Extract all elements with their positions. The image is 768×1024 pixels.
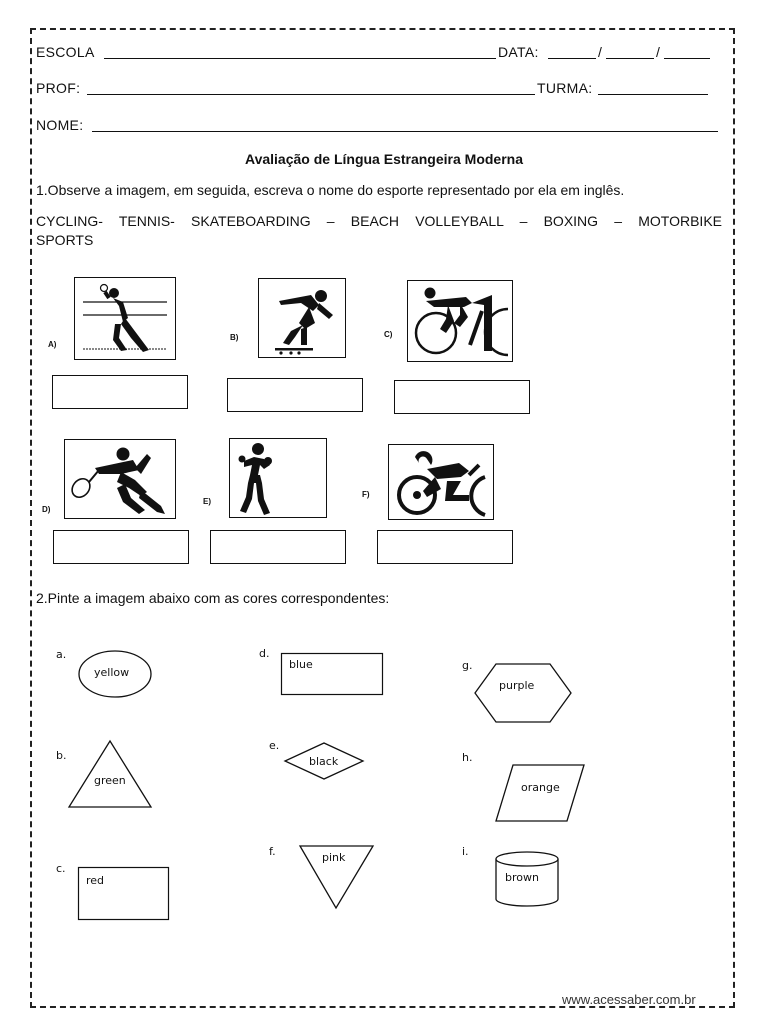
item-label-c: C) (384, 330, 393, 339)
beach-volleyball-icon (75, 278, 175, 359)
answer-box-c[interactable] (394, 380, 530, 414)
answer-box-e[interactable] (210, 530, 346, 564)
tennis-icon (65, 440, 175, 518)
cycling-picture (407, 280, 513, 362)
question-2-text: 2.Pinte a imagem abaixo com as cores correspondentes: (36, 590, 390, 606)
word-bank-line-2: SPORTS (36, 232, 94, 248)
shape-word-black: black (309, 755, 339, 768)
motorbike-icon (389, 445, 493, 519)
class-field[interactable] (598, 94, 708, 95)
shape-letter-a: a. (56, 648, 67, 661)
item-label-b: B) (230, 333, 239, 342)
shape-word-pink: pink (322, 851, 346, 864)
date-separator: / (598, 44, 603, 60)
date-month-field[interactable] (606, 58, 654, 59)
tennis-picture (64, 439, 176, 519)
motorbike-picture (388, 444, 494, 520)
shape-word-orange: orange (521, 781, 560, 794)
boxing-icon (230, 439, 326, 517)
name-field[interactable] (92, 131, 718, 132)
date-day-field[interactable] (548, 58, 596, 59)
item-label-f: F) (362, 490, 370, 499)
shape-letter-d: d. (259, 647, 270, 660)
skateboarding-picture (258, 278, 346, 358)
shape-letter-c: c. (56, 862, 66, 875)
shape-letter-h: h. (462, 751, 473, 764)
date-label: DATA: (498, 44, 539, 60)
page-title: Avaliação de Língua Estrangeira Moderna (244, 151, 523, 167)
cycling-icon (408, 281, 512, 361)
shape-word-red: red (86, 874, 105, 887)
prof-label: PROF: (36, 80, 81, 96)
beach-volleyball-picture (74, 277, 176, 360)
answer-box-d[interactable] (53, 530, 189, 564)
answer-box-f[interactable] (377, 530, 513, 564)
name-label: NOME: (36, 117, 84, 133)
date-separator: / (656, 44, 661, 60)
word-bank-line-1: CYCLING- TENNIS- SKATEBOARDING – BEACH VOLLEYBALL – BOXING – MOTORBIKE (36, 213, 722, 229)
answer-box-a[interactable] (52, 375, 188, 409)
item-label-a: A) (48, 340, 57, 349)
skateboarding-icon (259, 279, 345, 357)
shape-letter-i: i. (462, 845, 469, 858)
shape-word-purple: purple (499, 679, 535, 692)
answer-box-b[interactable] (227, 378, 363, 412)
shape-letter-e: e. (269, 739, 280, 752)
shape-letter-f: f. (269, 845, 276, 858)
footer-website: www.acessaber.com.br (562, 992, 696, 1007)
school-field[interactable] (104, 58, 496, 59)
school-label: ESCOLA (36, 44, 95, 60)
shape-word-green: green (94, 774, 126, 787)
date-year-field[interactable] (664, 58, 710, 59)
shape-letter-g: g. (462, 659, 473, 672)
question-1-text: 1.Observe a imagem, em seguida, escreva o nome do esporte representado por ela em inglês. (36, 182, 625, 198)
shape-letter-b: b. (56, 749, 67, 762)
shape-word-yellow: yellow (94, 666, 130, 679)
class-label: TURMA: (537, 80, 593, 96)
purple-hexagon-shape[interactable] (474, 663, 572, 723)
shape-word-blue: blue (289, 658, 313, 671)
prof-field[interactable] (87, 94, 535, 95)
boxing-picture (229, 438, 327, 518)
item-label-d: D) (42, 505, 51, 514)
shape-word-brown: brown (505, 871, 539, 884)
item-label-e: E) (203, 497, 211, 506)
